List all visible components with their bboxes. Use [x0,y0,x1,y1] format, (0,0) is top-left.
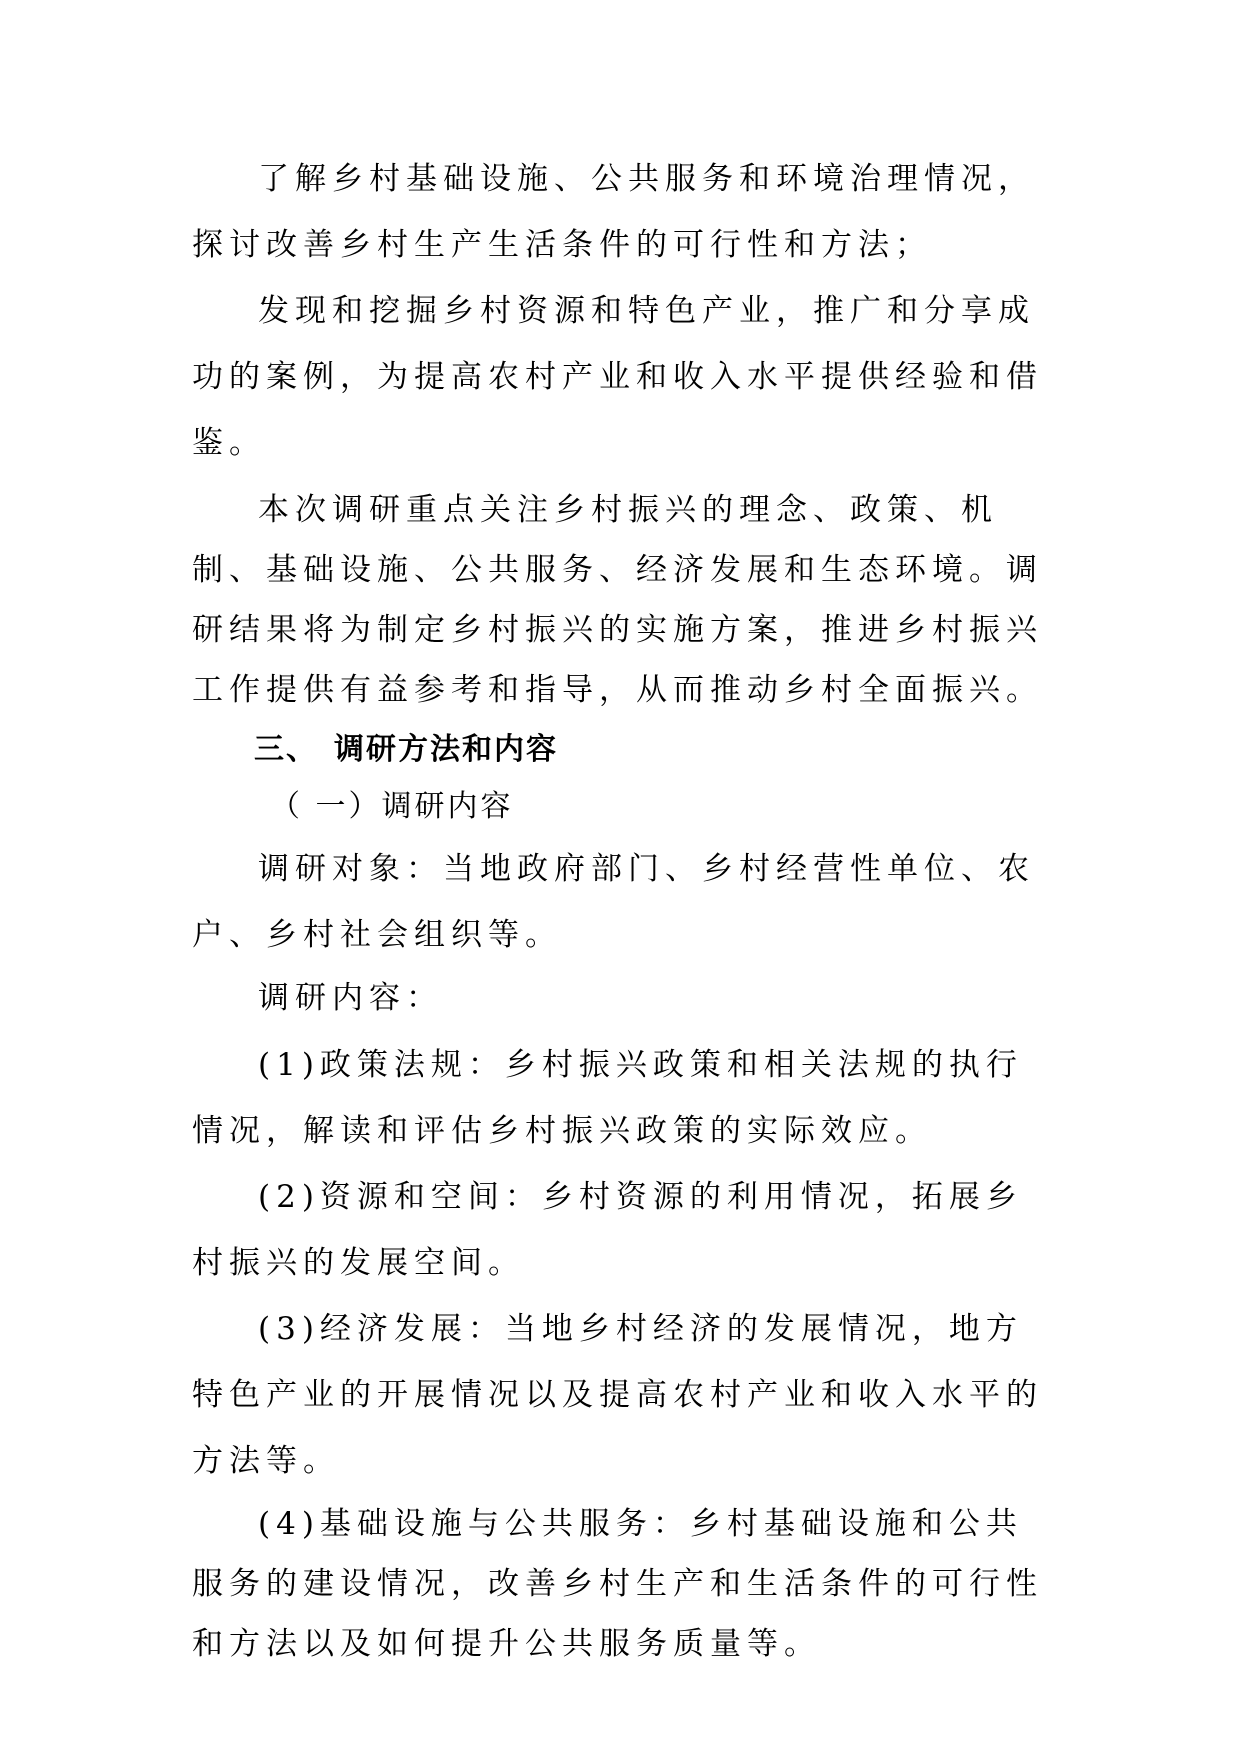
list-item-resources: (2)资源和空间：乡村资源的利用情况，拓展乡村振兴的发展空间。 [192,1179,1023,1281]
section-number: 三、 [254,732,318,767]
section-heading [192,722,1052,778]
list-item-economy: (3)经济发展：当地乡村经济的发展情况，地方特色产业的开展情况以及提高农村产业和收入水平的方法等。 [192,1311,1043,1479]
paragraph-resources: 发现和挖掘乡村资源和特色产业，推广和分享成功的案例，为提高农村产业和收入水平提供经验和借鉴。 [192,293,1043,461]
paragraph-infrastructure: 了解乡村基础设施、公共服务和环境治理情况，探讨改善乡村生产生活条件的可行性和方法； [192,161,1035,263]
list-item-policy: (1)政策法规：乡村振兴政策和相关法规的执行情况，解读和评估乡村振兴政策的实际效应。 [192,1047,1023,1149]
paragraph-content-label: 调研内容： [258,980,443,1016]
subsection-heading: （ 一）调研内容 [270,789,514,824]
document-body [192,146,1052,1674]
paragraph-focus: 本次调研重点关注乡村振兴的理念、政策、机制、基础设施、公共服务、经济发展和生态环境。调研结果将为制定乡村振兴的实施方案，推进乡村振兴工作提供有益参考和指导，从而推动乡村全面振兴。 [192,492,1043,708]
paragraph-objects: 调研对象：当地政府部门、乡村经营性单位、农户、乡村社会组织等。 [192,851,1035,953]
section-title: 调研方法和内容 [334,732,558,767]
list-item-infrastructure: (4)基础设施与公共服务：乡村基础设施和公共服务的建设情况，改善乡村生产和生活条件的可行性和方法以及如何提升公共服务质量等。 [192,1506,1043,1662]
